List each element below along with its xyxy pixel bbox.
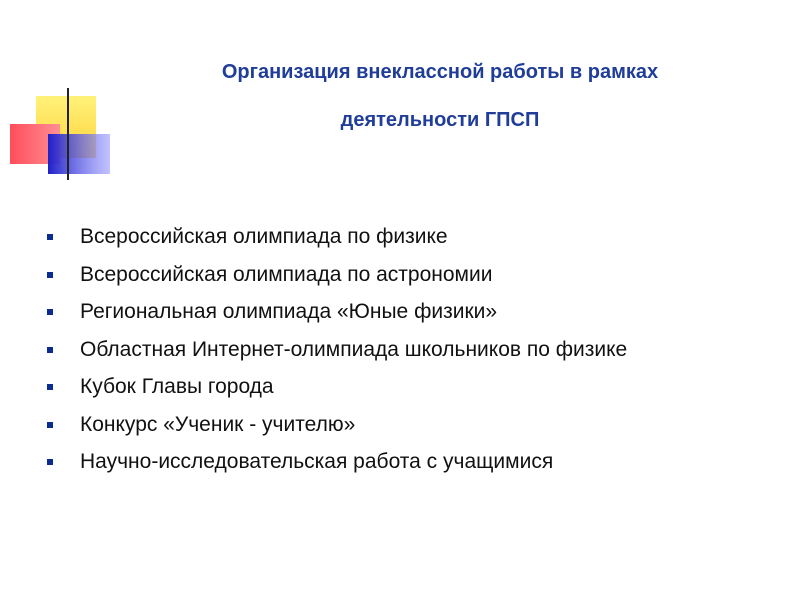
square-bullet-icon — [47, 422, 53, 428]
square-bullet-icon — [47, 272, 53, 278]
square-bullet-icon — [47, 309, 53, 315]
list-item — [44, 331, 784, 369]
square-bullet-icon — [47, 384, 53, 390]
list-item — [44, 256, 784, 294]
square-bullet-icon — [47, 459, 53, 465]
square-bullet-icon — [47, 347, 53, 353]
square-bullet-icon — [47, 234, 53, 240]
list-item-text: Региональная олимпиада «Юные физики» — [80, 300, 498, 323]
list-item — [44, 218, 784, 256]
list-item-text: Кубок Главы города — [80, 375, 274, 398]
list-item-text: Областная Интернет-олимпиада школьников по физике — [80, 337, 628, 361]
list-item-text: Всероссийская олимпиада по физике — [80, 225, 448, 248]
slide-title — [100, 48, 780, 144]
list-item-text: Конкурс «Ученик - учителю» — [80, 412, 356, 436]
list-item — [44, 443, 784, 481]
title-line-2: деятельности ГПСП — [340, 109, 540, 131]
list-item-text: Научно-исследовательская работа с учащимися — [80, 450, 554, 473]
list-item — [44, 293, 784, 331]
list-item — [44, 368, 784, 406]
list-item — [44, 406, 784, 444]
bullet-list — [44, 218, 784, 481]
list-item-text: Всероссийская олимпиада по астрономии — [80, 262, 493, 286]
title-line-1: Организация внеклассной работы в рамках — [221, 61, 659, 83]
